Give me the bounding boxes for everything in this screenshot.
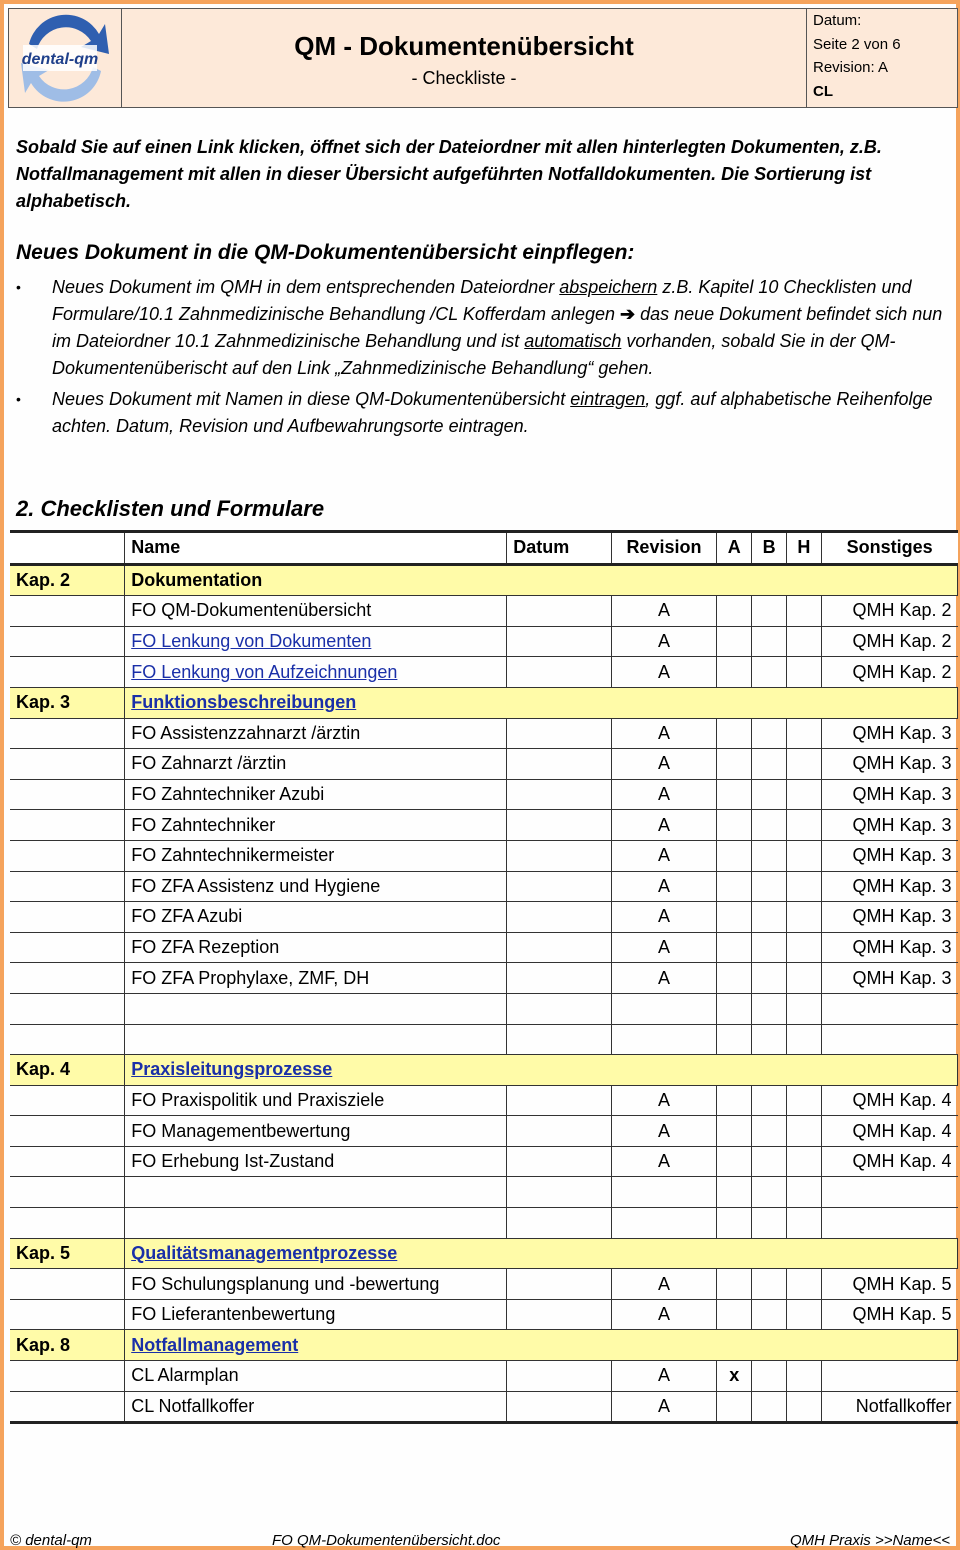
other-cell: QMH Kap. 3	[821, 902, 957, 933]
check-b-cell	[752, 779, 787, 810]
chapter-label: Kap. 5	[10, 1238, 125, 1269]
revision-cell: A	[611, 1269, 717, 1300]
check-a-cell	[717, 718, 752, 749]
revision-cell: A	[611, 718, 717, 749]
check-b-cell	[752, 626, 787, 657]
check-b-cell	[752, 1085, 787, 1116]
chapter-label	[10, 810, 125, 841]
name-text: FO Praxispolitik und Praxisziele	[131, 1089, 385, 1110]
name-text: FO ZFA Assistenz und Hygiene	[131, 875, 381, 896]
chapter-label	[10, 779, 125, 810]
check-h-cell	[787, 657, 822, 688]
other-cell: Notfallkoffer	[821, 1391, 957, 1423]
check-b-cell	[752, 993, 787, 1024]
check-a-cell	[717, 1299, 752, 1330]
check-a-cell	[717, 779, 752, 810]
revision-cell: A	[611, 1146, 717, 1177]
table-row	[10, 840, 958, 871]
dental-qm-logo	[9, 9, 122, 107]
table-row	[10, 963, 958, 994]
name-text: FO Zahntechniker	[131, 814, 276, 835]
document-name	[125, 596, 507, 627]
chapter-label	[10, 871, 125, 902]
table-row	[10, 1391, 958, 1423]
revision-cell: A	[611, 657, 717, 688]
check-b-cell	[752, 1146, 787, 1177]
other-cell: QMH Kap. 3	[821, 932, 957, 963]
table-row	[10, 596, 958, 627]
document-name	[125, 963, 507, 994]
check-h-cell	[787, 902, 822, 933]
date-cell	[507, 902, 611, 933]
document-name	[125, 1024, 507, 1055]
name-text: FO Managementbewertung	[131, 1120, 351, 1141]
chapter-row	[10, 1238, 958, 1269]
table-header-cell: Sonstiges	[821, 532, 957, 565]
check-h-cell	[787, 1391, 822, 1423]
intro-paragraph: Sobald Sie auf einen Link klicken, öffnet sich der Dateiordner mit allen hinterlegten Dokumenten, z.B. Notfallmanagement mit allen in dieser Übersicht aufgeführten Notfalldokumenten. Die Sortierung ist alphabetisch.	[16, 137, 882, 211]
check-b-cell	[752, 1208, 787, 1239]
table-header-cell: H	[787, 532, 822, 565]
other-cell: QMH Kap. 4	[821, 1116, 957, 1147]
page-number: Seite 2 von 6	[813, 35, 901, 53]
check-b-cell	[752, 902, 787, 933]
other-cell	[821, 1024, 957, 1055]
revision-cell	[611, 993, 717, 1024]
table-row	[10, 932, 958, 963]
table-header-cell: A	[717, 532, 752, 565]
name-text: FO Schulungsplanung und -bewertung	[131, 1273, 440, 1294]
other-cell: QMH Kap. 4	[821, 1146, 957, 1177]
check-a-cell	[717, 1208, 752, 1239]
chapter-label: Kap. 8	[10, 1330, 125, 1361]
chapter-label	[10, 1208, 125, 1239]
check-a-cell	[717, 993, 752, 1024]
other-cell	[821, 1361, 957, 1392]
date-cell	[507, 779, 611, 810]
date-cell	[507, 1116, 611, 1147]
check-b-cell	[752, 596, 787, 627]
other-cell	[821, 993, 957, 1024]
document-name	[125, 871, 507, 902]
name-text: FO Zahntechnikermeister	[131, 845, 335, 866]
check-h-cell	[787, 626, 822, 657]
other-cell: QMH Kap. 3	[821, 963, 957, 994]
document-link[interactable]	[125, 1055, 958, 1086]
chapter-label	[10, 1146, 125, 1177]
name-text: Dokumentation	[131, 569, 263, 590]
chapter-label	[10, 1177, 125, 1208]
document-name	[125, 1361, 507, 1392]
table-row	[10, 779, 958, 810]
revision-cell: A	[611, 779, 717, 810]
revision-cell	[611, 1024, 717, 1055]
check-b-cell	[752, 810, 787, 841]
document-subtitle: - Checkliste -	[411, 68, 517, 88]
chapter-label	[10, 1269, 125, 1300]
check-h-cell	[787, 1024, 822, 1055]
check-h-cell	[787, 932, 822, 963]
table-row	[10, 1269, 958, 1300]
check-b-cell	[752, 749, 787, 780]
check-h-cell	[787, 810, 822, 841]
document-link[interactable]	[125, 657, 507, 688]
check-b-cell	[752, 1269, 787, 1300]
table-row	[10, 718, 958, 749]
revision-cell: A	[611, 932, 717, 963]
revision-label: Revision: A	[813, 59, 889, 76]
date-cell	[507, 718, 611, 749]
instruction-list	[16, 274, 946, 444]
datum-label: Datum:	[813, 12, 862, 29]
document-name	[125, 1177, 507, 1208]
document-table	[10, 530, 958, 1424]
chapter-row	[10, 564, 958, 596]
check-b-cell	[752, 871, 787, 902]
revision-cell: A	[611, 810, 717, 841]
table-row	[10, 1361, 958, 1392]
name-text: FO Zahnarzt /ärztin	[131, 753, 287, 774]
check-a-cell	[717, 1116, 752, 1147]
table-header-cell: B	[752, 532, 787, 565]
table-row	[10, 1177, 958, 1208]
chapter-row	[10, 1055, 958, 1086]
table-row	[10, 1208, 958, 1239]
date-cell	[507, 596, 611, 627]
check-a-cell	[717, 932, 752, 963]
check-h-cell	[787, 779, 822, 810]
document-name	[125, 1146, 507, 1177]
document-name	[125, 1116, 507, 1147]
check-h-cell	[787, 596, 822, 627]
document-name	[125, 993, 507, 1024]
document-name	[125, 1085, 507, 1116]
other-cell: QMH Kap. 3	[821, 749, 957, 780]
check-a-cell	[717, 1024, 752, 1055]
chapter-label	[10, 1361, 125, 1392]
date-cell	[507, 1299, 611, 1330]
table-row	[10, 1116, 958, 1147]
document-name	[125, 1391, 507, 1423]
check-a-cell	[717, 902, 752, 933]
name-text: FO ZFA Rezeption	[131, 937, 280, 958]
table-row	[10, 1024, 958, 1055]
link-text[interactable]: FO Lenkung von Aufzeichnungen	[131, 661, 398, 682]
check-h-cell	[787, 871, 822, 902]
check-a-cell	[717, 1269, 752, 1300]
check-h-cell	[787, 1146, 822, 1177]
name-text: FO Assistenzzahnarzt /ärztin	[131, 722, 361, 743]
chapter-label	[10, 1085, 125, 1116]
chapter-label	[10, 1299, 125, 1330]
date-cell	[507, 1177, 611, 1208]
revision-cell	[611, 1208, 717, 1239]
arrow-right-icon: ➔	[620, 304, 636, 324]
revision-cell: A	[611, 1391, 717, 1423]
date-cell	[507, 1146, 611, 1177]
check-a-cell	[717, 963, 752, 994]
check-a-cell	[717, 1391, 752, 1423]
revision-cell	[611, 1177, 717, 1208]
document-name	[125, 810, 507, 841]
table-row	[10, 993, 958, 1024]
document-code: CL	[813, 82, 833, 100]
other-cell: QMH Kap. 3	[821, 871, 957, 902]
table-header-cell: Name	[125, 532, 507, 565]
date-cell	[507, 963, 611, 994]
chapter-label: Kap. 2	[10, 564, 125, 596]
table-header-row	[10, 532, 958, 565]
document-header	[8, 8, 958, 108]
check-b-cell	[752, 932, 787, 963]
revision-cell: A	[611, 1085, 717, 1116]
chapter-label	[10, 932, 125, 963]
document-name	[125, 1299, 507, 1330]
chapter-label	[10, 657, 125, 688]
check-h-cell	[787, 1361, 822, 1392]
chapter-row	[10, 1330, 958, 1361]
check-a-cell	[717, 810, 752, 841]
revision-cell: A	[611, 902, 717, 933]
check-b-cell	[752, 1299, 787, 1330]
check-h-cell	[787, 840, 822, 871]
check-a-cell	[717, 1085, 752, 1116]
date-cell	[507, 840, 611, 871]
check-b-cell	[752, 840, 787, 871]
check-a-cell	[717, 596, 752, 627]
date-cell	[507, 1024, 611, 1055]
chapter-label: Kap. 4	[10, 1055, 125, 1086]
header-title-cell	[122, 9, 807, 107]
document-link[interactable]	[125, 1330, 958, 1361]
date-cell	[507, 932, 611, 963]
name-text: CL Alarmplan	[131, 1365, 239, 1386]
link-text[interactable]: Praxisleitungsprozesse	[131, 1059, 333, 1080]
other-cell: QMH Kap. 2	[821, 657, 957, 688]
document-name	[125, 749, 507, 780]
date-cell	[507, 1269, 611, 1300]
other-cell: QMH Kap. 3	[821, 779, 957, 810]
check-h-cell	[787, 1299, 822, 1330]
check-b-cell	[752, 1391, 787, 1423]
chapter-label	[10, 993, 125, 1024]
footer-filename: FO QM-Dokumentenübersicht.doc	[272, 1532, 501, 1549]
list-item: • Neues Dokument mit Namen in diese QM-Dokumentenübersicht eintragen, ggf. auf alphabetische Reihenfolge achten. Datum, Revision und Aufbewahrungsorte eintragen.	[16, 386, 946, 440]
revision-cell: A	[611, 840, 717, 871]
check-h-cell	[787, 1208, 822, 1239]
name-text: FO Erhebung Ist-Zustand	[131, 1151, 335, 1172]
document-link[interactable]	[125, 626, 507, 657]
check-h-cell	[787, 963, 822, 994]
document-name	[125, 1208, 507, 1239]
date-cell	[507, 1085, 611, 1116]
revision-cell: A	[611, 1116, 717, 1147]
footer-copyright: © dental-qm	[10, 1532, 92, 1549]
check-h-cell	[787, 1116, 822, 1147]
check-a-cell	[717, 749, 752, 780]
date-cell	[507, 1391, 611, 1423]
other-cell: QMH Kap. 2	[821, 596, 957, 627]
revision-cell: A	[611, 596, 717, 627]
table-header-cell: Revision	[611, 532, 717, 565]
name-text: FO Zahntechniker Azubi	[131, 784, 325, 805]
revision-cell: A	[611, 963, 717, 994]
link-text[interactable]: Qualitätsmanagementprozesse	[131, 1242, 398, 1263]
table-row	[10, 1299, 958, 1330]
table-row	[10, 902, 958, 933]
check-b-cell	[752, 1361, 787, 1392]
other-cell: QMH Kap. 3	[821, 718, 957, 749]
other-cell: QMH Kap. 3	[821, 840, 957, 871]
check-b-cell	[752, 1177, 787, 1208]
section-title-checklisten: 2. Checklisten und Formulare	[16, 496, 325, 521]
check-a-cell: x	[717, 1361, 752, 1392]
other-cell: QMH Kap. 5	[821, 1269, 957, 1300]
check-h-cell	[787, 718, 822, 749]
date-cell	[507, 1361, 611, 1392]
check-a-cell	[717, 657, 752, 688]
check-h-cell	[787, 993, 822, 1024]
table-row	[10, 749, 958, 780]
document-link[interactable]	[125, 1238, 958, 1269]
name-text: CL Notfallkoffer	[131, 1395, 255, 1416]
chapter-label	[10, 1391, 125, 1423]
check-b-cell	[752, 657, 787, 688]
date-cell	[507, 993, 611, 1024]
name-text: FO ZFA Prophylaxe, ZMF, DH	[131, 967, 370, 988]
check-a-cell	[717, 1146, 752, 1177]
chapter-row	[10, 687, 958, 718]
check-a-cell	[717, 871, 752, 902]
check-a-cell	[717, 840, 752, 871]
name-text: FO Lieferantenbewertung	[131, 1304, 336, 1325]
other-cell: QMH Kap. 3	[821, 810, 957, 841]
other-cell: QMH Kap. 4	[821, 1085, 957, 1116]
chapter-label	[10, 1024, 125, 1055]
chapter-label	[10, 718, 125, 749]
chapter-label: Kap. 3	[10, 687, 125, 718]
date-cell	[507, 810, 611, 841]
table-row	[10, 871, 958, 902]
revision-cell: A	[611, 1361, 717, 1392]
header-meta	[807, 9, 957, 107]
date-cell	[507, 657, 611, 688]
chapter-label	[10, 840, 125, 871]
document-name	[125, 840, 507, 871]
link-text[interactable]: Notfallmanagement	[131, 1334, 299, 1355]
other-cell: QMH Kap. 5	[821, 1299, 957, 1330]
check-b-cell	[752, 1116, 787, 1147]
revision-cell: A	[611, 1299, 717, 1330]
chapter-label	[10, 963, 125, 994]
document-title: QM - Dokumentenübersicht	[294, 31, 634, 61]
table-header-cell: Datum	[507, 532, 611, 565]
table-row	[10, 810, 958, 841]
revision-cell: A	[611, 626, 717, 657]
other-cell: QMH Kap. 2	[821, 626, 957, 657]
chapter-label	[10, 902, 125, 933]
name-text: FO QM-Dokumentenübersicht	[131, 600, 372, 621]
date-cell	[507, 871, 611, 902]
date-cell	[507, 749, 611, 780]
document-name	[125, 564, 958, 596]
check-a-cell	[717, 1177, 752, 1208]
other-cell	[821, 1208, 957, 1239]
revision-cell: A	[611, 749, 717, 780]
table-row	[10, 1085, 958, 1116]
check-h-cell	[787, 1269, 822, 1300]
chapter-label	[10, 749, 125, 780]
svg-text:dental-qm: dental-qm	[21, 51, 99, 68]
table-header-cell	[10, 532, 125, 565]
check-h-cell	[787, 1085, 822, 1116]
date-cell	[507, 626, 611, 657]
document-name	[125, 902, 507, 933]
check-h-cell	[787, 1177, 822, 1208]
footer-reference: QMH Praxis >>Name<<	[789, 1532, 950, 1549]
document-link[interactable]	[125, 687, 958, 718]
other-cell	[821, 1177, 957, 1208]
section-title-einpflegen: Neues Dokument in die QM-Dokumentenübersicht einpflegen:	[16, 241, 635, 264]
list-item: • Neues Dokument im QMH in dem entsprechenden Dateiordner abspeichern z.B. Kapitel 10 Checklisten und Formulare/10.1 Zahnmedizinische Behandlung /CL Kofferdam anlegen ➔ das neue Dokument befindet sich nun im Dateiordner 10.1 Zahnmedizinische Behandlung und ist automatisch vorhanden, sobald Sie in der QM-Dokumentenüberischt auf den Link „Zahnmedizinische Behandlung“ gehen.	[16, 274, 946, 382]
document-name	[125, 718, 507, 749]
revision-cell: A	[611, 871, 717, 902]
check-h-cell	[787, 749, 822, 780]
check-b-cell	[752, 718, 787, 749]
chapter-label	[10, 1116, 125, 1147]
date-cell	[507, 1208, 611, 1239]
document-name	[125, 932, 507, 963]
link-text[interactable]: Funktionsbeschreibungen	[131, 692, 357, 713]
check-a-cell	[717, 626, 752, 657]
check-b-cell	[752, 963, 787, 994]
check-b-cell	[752, 1024, 787, 1055]
link-text[interactable]: FO Lenkung von Dokumenten	[131, 631, 372, 652]
document-name	[125, 779, 507, 810]
name-text: FO ZFA Azubi	[131, 906, 243, 927]
chapter-label	[10, 596, 125, 627]
table-row	[10, 626, 958, 657]
document-name	[125, 1269, 507, 1300]
table-row	[10, 657, 958, 688]
table-row	[10, 1146, 958, 1177]
chapter-label	[10, 626, 125, 657]
